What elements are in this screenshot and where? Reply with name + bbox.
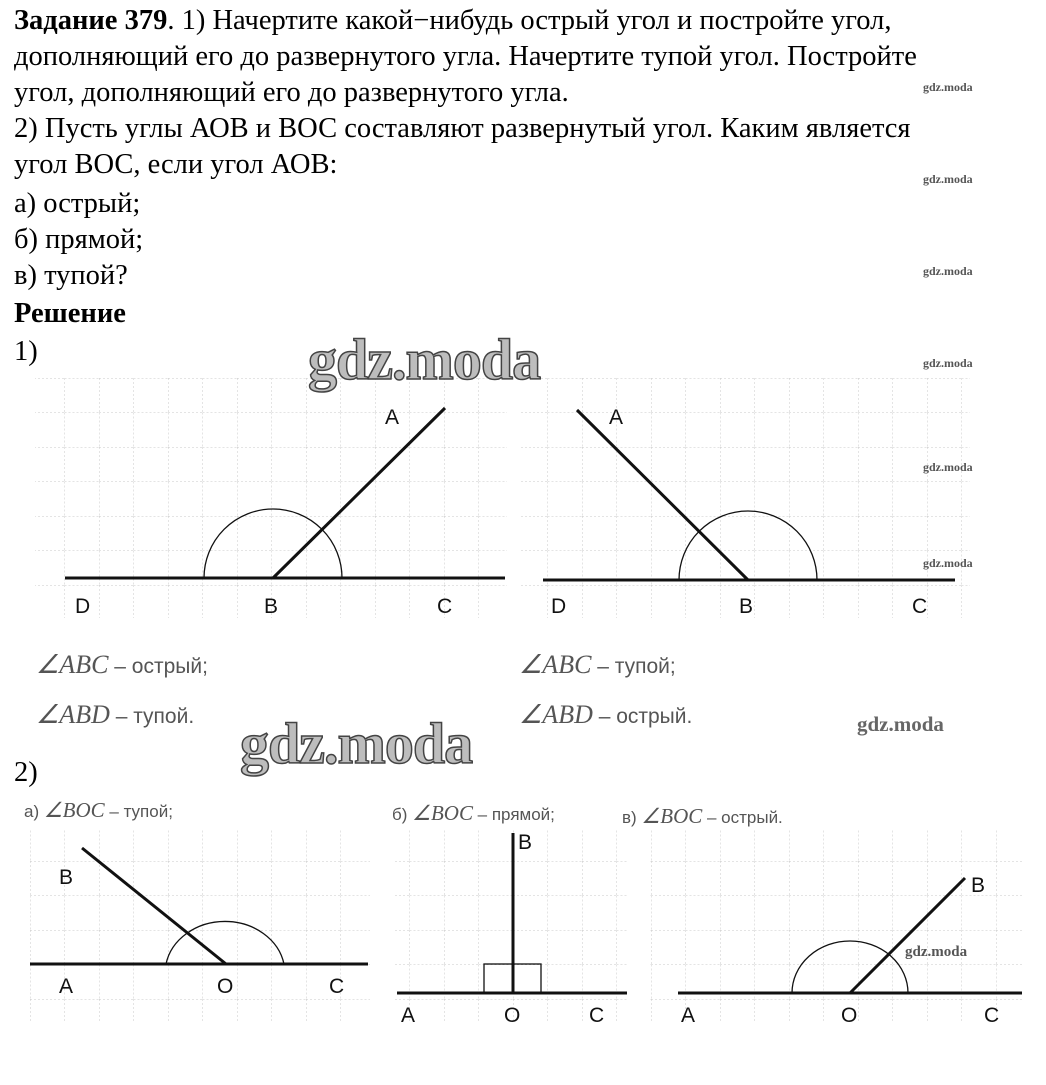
label-A-a: A <box>59 975 74 998</box>
watermark-medium-1: gdz.moda <box>857 712 944 736</box>
watermark-small: gdz.moda <box>923 172 973 186</box>
label-A-1: A <box>385 406 400 429</box>
watermark-small: gdz.moda <box>923 556 973 570</box>
watermark-small: gdz.moda <box>923 80 973 94</box>
watermark-large-1: gdz.moda <box>308 327 541 392</box>
label-B-c: B <box>971 874 986 897</box>
label-O-a: O <box>217 975 234 998</box>
task-title: Задание 379 <box>14 5 168 36</box>
label-A-b: A <box>401 1004 416 1027</box>
task-line-1: Задание 379. 1) Начертите какой−нибудь острый угол и постройте угол, <box>14 5 892 36</box>
label-A-c: A <box>681 1004 696 1027</box>
caption-b: б) ∠BOC – прямой; <box>392 801 555 825</box>
task-line-2: дополняющий его до развернутого угла. Начертите тупой угол. Постройте <box>14 41 917 72</box>
watermark-small: gdz.moda <box>923 264 973 278</box>
label-B-2: B <box>739 595 754 618</box>
caption-a: а) ∠BOC – тупой; <box>24 798 173 822</box>
watermark-small: gdz.moda <box>923 356 973 370</box>
caption-2-abd: ∠ABD – острый. <box>519 700 693 729</box>
label-C-a: C <box>329 975 345 998</box>
label-O-c: O <box>841 1004 858 1027</box>
label-A-2: A <box>609 406 624 429</box>
caption-1-abc: ∠ABC – острый; <box>36 650 208 679</box>
task-line-3: угол, дополняющий его до развернутого угла. <box>14 77 569 108</box>
caption-c: в) ∠BOC – острый. <box>622 804 783 828</box>
watermark-small: gdz.moda <box>905 944 968 960</box>
part1-label: 1) <box>14 336 38 367</box>
label-C-1: C <box>437 595 453 618</box>
caption-1-abd: ∠ABD – тупой. <box>36 700 195 729</box>
task-option-a: а) острый; <box>14 188 141 219</box>
task-line-4: 2) Пусть углы АОВ и ВОС составляют развернутый угол. Каким является <box>14 113 911 144</box>
part2-label: 2) <box>14 757 38 788</box>
task-option-c: в) тупой? <box>14 260 128 291</box>
label-C-2: C <box>912 595 928 618</box>
label-C-c: C <box>984 1004 1000 1027</box>
grid-1 <box>35 378 507 618</box>
label-B-1: B <box>264 595 279 618</box>
label-B-a: B <box>59 866 74 889</box>
grid-2 <box>520 378 970 618</box>
label-C-b: C <box>589 1004 605 1027</box>
label-D-1: D <box>75 595 91 618</box>
label-O-b: O <box>504 1004 521 1027</box>
label-D-2: D <box>551 595 567 618</box>
task-line-5: угол ВОС, если угол АОВ: <box>14 149 338 180</box>
label-B-b: B <box>518 831 533 854</box>
task-option-b: б) прямой; <box>14 224 144 255</box>
caption-2-abc: ∠ABC – тупой; <box>519 650 676 679</box>
watermark-small: gdz.moda <box>923 460 973 474</box>
solution-heading: Решение <box>14 298 126 329</box>
watermark-large-2: gdz.moda <box>240 711 473 776</box>
